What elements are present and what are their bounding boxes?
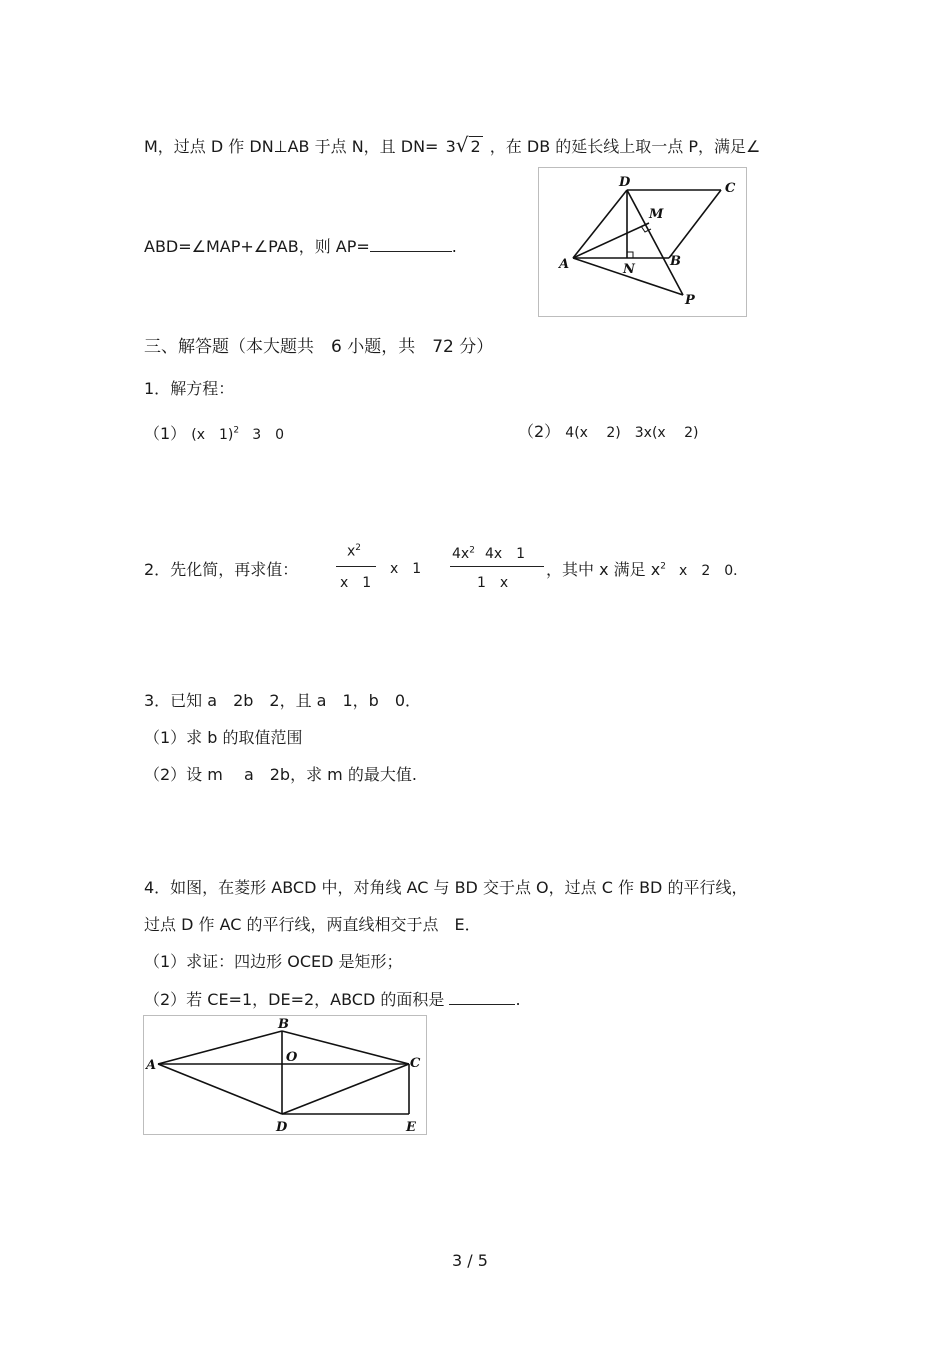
problem-line-1-text-a: M，过点 D 作 DN⊥AB 于点 N，且 DN= <box>144 137 439 156</box>
figure-rhombus <box>143 1015 427 1135</box>
label-d: D <box>619 175 631 190</box>
question-1-part-2 <box>518 419 699 442</box>
edge-cd <box>282 1064 409 1114</box>
problem-line-2 <box>144 234 457 257</box>
label-a: A <box>146 1058 157 1073</box>
answer-blank-area[interactable] <box>449 990 515 1005</box>
problem-line-1-text-b: ，在 DB 的延长线上取一点 P，满足∠ <box>489 137 761 156</box>
q2-frac2-num-exp: 2 <box>469 545 475 556</box>
label-e: E <box>406 1120 416 1134</box>
question-4-line-1: 4．如图，在菱形 ABCD 中，对角线 AC 与 BD 交于点 O，过点 C 作 BD 的平行线， <box>144 878 748 897</box>
question-1-title <box>144 376 234 399</box>
sqrt-radicand: 2 <box>470 137 481 156</box>
question-2-number: 2． <box>144 560 171 579</box>
label-d: D <box>276 1120 288 1134</box>
label-b: B <box>278 1017 289 1032</box>
q2-fraction-1-denominator: x 1 <box>340 575 372 591</box>
edge-bc <box>282 1031 409 1064</box>
q4-part-2-text: （2）若 CE=1，DE=2，ABCD 的面积是 <box>144 990 445 1009</box>
edge-cb <box>669 190 721 258</box>
question-4-part-1: （1）求证：四边形 OCED 是矩形； <box>144 952 403 971</box>
q2-frac1-num-exp: 2 <box>355 543 362 553</box>
label-a: A <box>559 257 570 272</box>
problem-line-1 <box>144 133 760 157</box>
label-m: M <box>649 207 664 222</box>
q2-middle-term: x 1 <box>390 561 422 577</box>
q1-part-1-expr-a: (x 1) <box>191 427 234 443</box>
q1-part-1-label: （1） <box>144 424 187 443</box>
q2-fraction-2-denominator: 1 x <box>477 575 509 591</box>
label-c: C <box>410 1056 421 1071</box>
q2-condition <box>546 557 747 580</box>
q2-condition-rest: x 2 0． <box>679 563 748 579</box>
q2-frac2-num-b: 4x 1 <box>484 546 526 562</box>
q4-part-2-end: . <box>515 990 521 1009</box>
question-4-part-2 <box>144 987 521 1010</box>
question-4-line-2: 过点 D 作 AC 的平行线，两直线相交于点 E． <box>144 915 481 934</box>
edge-am <box>573 223 649 258</box>
edge-ab <box>158 1031 282 1064</box>
q2-condition-text: ，其中 x 满足 x <box>546 560 661 579</box>
problem-line-2-end: . <box>451 237 457 256</box>
edge-da <box>573 190 627 258</box>
question-1-part-1 <box>144 421 284 444</box>
question-2-intro <box>144 557 298 580</box>
question-3-part-2: （2）设 m a 2b，求 m 的最大值. <box>144 765 417 784</box>
q1-part-2-expr: 4(x 2) 3x(x 2) <box>565 425 699 441</box>
question-3-line-1: 3．已知 a 2b 2，且 a 1，b 0． <box>144 691 421 710</box>
figure-1-svg <box>539 168 746 316</box>
problem-line-2-text: ABD=∠MAP+∠PAB，则 AP= <box>144 237 370 256</box>
figure-2-svg <box>144 1016 426 1134</box>
q1-part-2-label: （2） <box>518 422 561 441</box>
q2-fraction-2-numerator <box>452 543 525 563</box>
q2-fraction-2-bar <box>450 566 544 567</box>
label-b: B <box>670 254 681 269</box>
question-3-part-1: （1）求 b 的取值范围 <box>144 728 303 747</box>
question-2-text: 先化简，再求值： <box>170 560 299 579</box>
q2-fraction-1-bar <box>336 566 376 567</box>
label-o: O <box>286 1050 298 1065</box>
sqrt-expression <box>446 133 483 157</box>
answer-blank-ap[interactable] <box>370 237 452 252</box>
section-title: 三、解答题（本大题共 6 小题，共 72 分） <box>144 337 494 357</box>
right-angle-n-icon <box>627 252 633 258</box>
q2-frac2-num-a: 4x <box>452 546 470 562</box>
sqrt-radical-icon: √ <box>455 133 469 157</box>
label-n: N <box>623 262 635 277</box>
figure-triangle-parallelogram <box>538 167 747 317</box>
question-1-number: 1． <box>144 379 171 398</box>
sqrt-coefficient: 3 <box>445 137 456 156</box>
label-c: C <box>725 181 736 196</box>
page-number: 3 / 5 <box>452 1251 488 1270</box>
edge-da <box>158 1064 282 1114</box>
question-1-text: 解方程： <box>170 379 235 398</box>
q1-part-1-expr-b: 3 0 <box>252 427 285 443</box>
q2-frac1-num-base: x <box>347 543 356 560</box>
label-p: P <box>685 293 695 308</box>
q2-fraction-1-numerator <box>347 543 361 560</box>
q1-part-1-exponent: 2 <box>233 425 240 436</box>
q2-condition-exp: 2 <box>660 561 666 572</box>
